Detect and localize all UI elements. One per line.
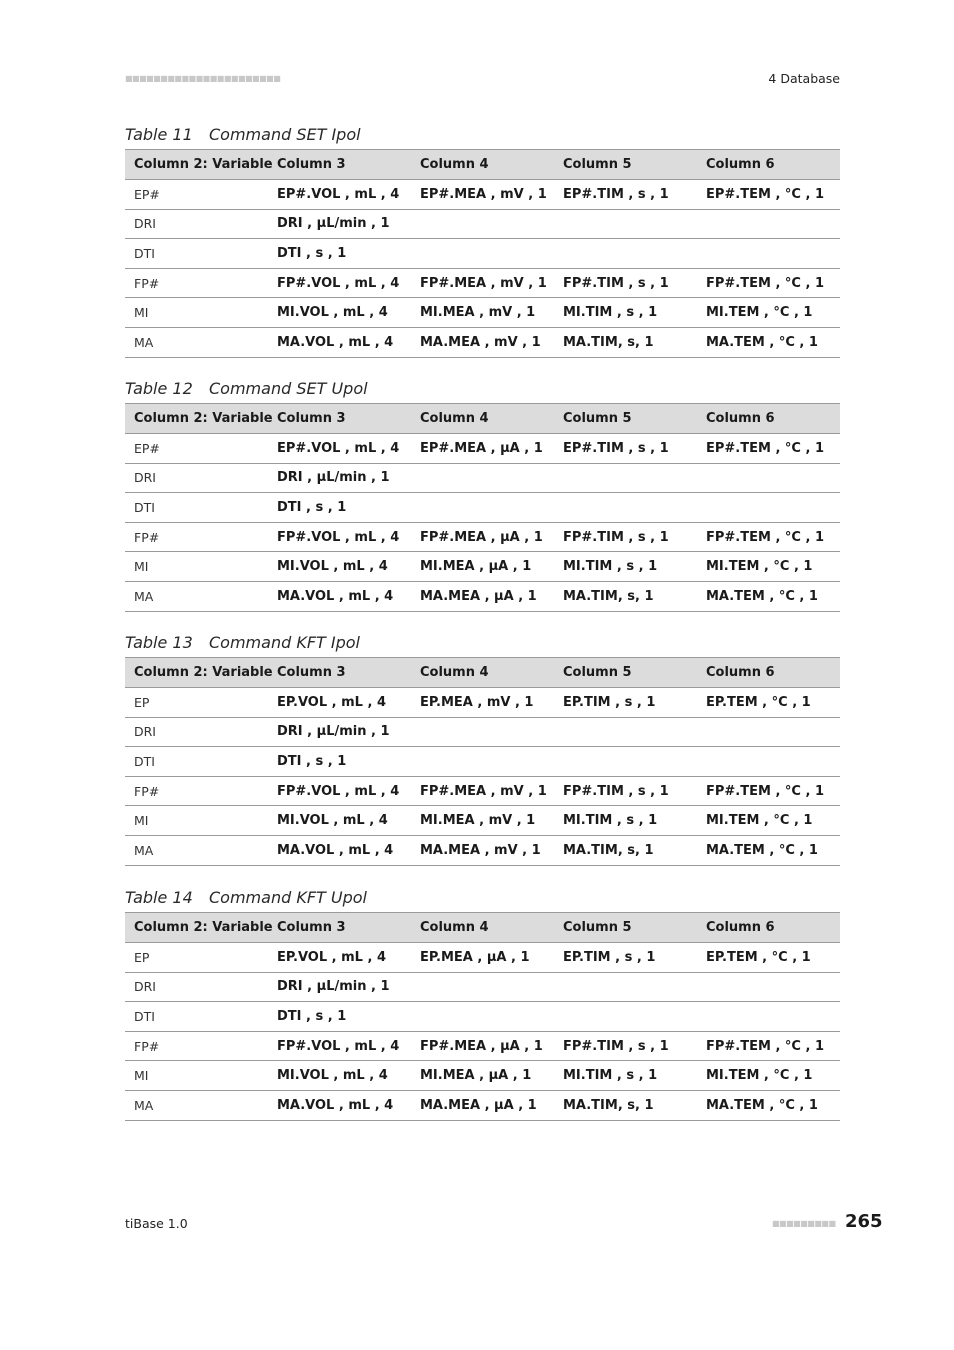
table-caption bbox=[125, 373, 840, 403]
table-block bbox=[125, 882, 840, 1121]
table-cell: MI.MEA , mV , 1 bbox=[420, 813, 536, 829]
column-header: Column 2: Variable bbox=[125, 150, 268, 180]
table-row bbox=[125, 688, 840, 718]
table-cell: MA.VOL , mL , 4 bbox=[277, 842, 394, 858]
table-cell: MA.VOL , mL , 4 bbox=[277, 588, 394, 604]
table-cell: MI.MEA , mV , 1 bbox=[420, 305, 536, 321]
table-cell: EP.TIM , s , 1 bbox=[563, 949, 656, 965]
table-cell bbox=[554, 717, 697, 747]
variable-cell: MI bbox=[134, 559, 149, 575]
table-row bbox=[125, 1061, 840, 1091]
table-cell: FP#.TEM , °C , 1 bbox=[706, 783, 824, 799]
table-cell bbox=[411, 972, 554, 1002]
table-row bbox=[125, 552, 840, 582]
table-cell: MI.TEM , °C , 1 bbox=[706, 1068, 813, 1084]
variable-cell: DTI bbox=[134, 1008, 155, 1024]
table-cell: FP#.MEA , mV , 1 bbox=[420, 783, 547, 799]
table-cell: EP#.TIM , s , 1 bbox=[563, 186, 669, 202]
table-cell: MA.VOL , mL , 4 bbox=[277, 334, 394, 350]
table-cell: MA.TIM, s, 1 bbox=[563, 842, 654, 858]
table-title: Command KFT Upol bbox=[209, 887, 367, 907]
table-cell: FP#.TEM , °C , 1 bbox=[706, 275, 824, 291]
table-cell: DTI , s , 1 bbox=[277, 499, 347, 515]
table-cell: MA.TEM , °C , 1 bbox=[706, 1097, 818, 1113]
table-cell bbox=[697, 747, 840, 777]
table-cell: FP#.TIM , s , 1 bbox=[563, 275, 669, 291]
table-header-row bbox=[125, 913, 840, 943]
table-cell bbox=[411, 717, 554, 747]
header-decoration: ■■■■■■■■■■■■■■■■■■■■■■ bbox=[125, 74, 281, 83]
table-cell: FP#.TEM , °C , 1 bbox=[706, 529, 824, 545]
table-row bbox=[125, 972, 840, 1002]
variable-cell: DTI bbox=[134, 245, 155, 261]
variable-cell: MA bbox=[134, 1097, 154, 1113]
table-cell: EP.TIM , s , 1 bbox=[563, 694, 656, 710]
table-cell: MI.TIM , s , 1 bbox=[563, 1068, 658, 1084]
variable-cell: FP# bbox=[134, 783, 160, 799]
variable-cell: FP# bbox=[134, 1038, 160, 1054]
table-cell: MI.TIM , s , 1 bbox=[563, 813, 658, 829]
table-cell: EP.TEM , °C , 1 bbox=[706, 949, 811, 965]
table-cell: DTI , s , 1 bbox=[277, 245, 347, 261]
table-row bbox=[125, 463, 840, 493]
footer-decoration: ■■■■■■■■■ bbox=[772, 1219, 836, 1228]
table-header-row bbox=[125, 150, 840, 180]
table-cell: MA.MEA , mV , 1 bbox=[420, 842, 541, 858]
table-number: Table 13 bbox=[125, 632, 193, 652]
table-number: Table 11 bbox=[125, 124, 193, 144]
column-header: Column 5 bbox=[554, 150, 697, 180]
column-header: Column 3 bbox=[268, 913, 411, 943]
table-cell: EP#.TEM , °C , 1 bbox=[706, 186, 824, 202]
variable-cell: EP# bbox=[134, 440, 160, 456]
column-header: Column 4 bbox=[411, 913, 554, 943]
table-cell: MI.TIM , s , 1 bbox=[563, 305, 658, 321]
column-header: Column 4 bbox=[411, 150, 554, 180]
table-cell: EP#.VOL , mL , 4 bbox=[277, 186, 400, 202]
column-header: Column 5 bbox=[554, 404, 697, 434]
table-cell: FP#.VOL , mL , 4 bbox=[277, 1038, 400, 1054]
table-row bbox=[125, 776, 840, 806]
table-cell: MI.MEA , µA , 1 bbox=[420, 559, 532, 575]
variable-cell: EP bbox=[134, 694, 150, 710]
product-version: tiBase 1.0 bbox=[125, 1216, 188, 1231]
table-cell bbox=[411, 463, 554, 493]
table-header-row bbox=[125, 404, 840, 434]
variable-cell: MA bbox=[134, 588, 154, 604]
table-cell: MA.VOL , mL , 4 bbox=[277, 1097, 394, 1113]
table-cell bbox=[554, 493, 697, 523]
table-row bbox=[125, 1002, 840, 1032]
data-table bbox=[125, 149, 840, 358]
table-cell bbox=[411, 209, 554, 239]
table-row bbox=[125, 327, 840, 357]
table-block bbox=[125, 373, 840, 612]
table-cell: MI.VOL , mL , 4 bbox=[277, 813, 388, 829]
table-cell bbox=[697, 239, 840, 269]
table-cell bbox=[697, 209, 840, 239]
table-cell: MA.TEM , °C , 1 bbox=[706, 334, 818, 350]
table-cell: FP#.MEA , mV , 1 bbox=[420, 275, 547, 291]
table-header-row bbox=[125, 658, 840, 688]
variable-cell: FP# bbox=[134, 275, 160, 291]
table-cell: FP#.MEA , µA , 1 bbox=[420, 1038, 543, 1054]
table-caption bbox=[125, 627, 840, 657]
table-row bbox=[125, 434, 840, 464]
table-cell: EP.TEM , °C , 1 bbox=[706, 694, 811, 710]
variable-cell: EP bbox=[134, 949, 150, 965]
table-cell: EP#.MEA , µA , 1 bbox=[420, 440, 543, 456]
table-cell: DRI , µL/min , 1 bbox=[277, 979, 390, 995]
table-cell: DTI , s , 1 bbox=[277, 753, 347, 769]
column-header: Column 6 bbox=[697, 913, 840, 943]
table-number: Table 14 bbox=[125, 887, 193, 907]
variable-cell: MA bbox=[134, 334, 154, 350]
table-cell bbox=[697, 493, 840, 523]
column-header: Column 6 bbox=[697, 658, 840, 688]
variable-cell: MA bbox=[134, 842, 154, 858]
variable-cell: MI bbox=[134, 305, 149, 321]
table-cell: MA.TIM, s, 1 bbox=[563, 334, 654, 350]
table-row bbox=[125, 298, 840, 328]
variable-cell: MI bbox=[134, 813, 149, 829]
variable-cell: DTI bbox=[134, 499, 155, 515]
table-cell: MA.MEA , µA , 1 bbox=[420, 588, 537, 604]
table-row bbox=[125, 835, 840, 865]
table-cell bbox=[697, 717, 840, 747]
column-header: Column 2: Variable bbox=[125, 404, 268, 434]
variable-cell: DRI bbox=[134, 724, 156, 740]
column-header: Column 3 bbox=[268, 658, 411, 688]
table-row bbox=[125, 493, 840, 523]
table-cell: EP.MEA , mV , 1 bbox=[420, 694, 534, 710]
table-cell: MA.MEA , mV , 1 bbox=[420, 334, 541, 350]
section-title: 4 Database bbox=[768, 71, 840, 86]
table-cell: FP#.MEA , µA , 1 bbox=[420, 529, 543, 545]
table-cell bbox=[411, 239, 554, 269]
table-row bbox=[125, 239, 840, 269]
table-row bbox=[125, 1090, 840, 1120]
table-cell bbox=[554, 972, 697, 1002]
table-cell: MI.TEM , °C , 1 bbox=[706, 559, 813, 575]
column-header: Column 6 bbox=[697, 150, 840, 180]
variable-cell: DRI bbox=[134, 470, 156, 486]
table-row bbox=[125, 180, 840, 210]
table-title: Command SET Ipol bbox=[209, 124, 361, 144]
table-caption bbox=[125, 119, 840, 149]
table-cell: FP#.VOL , mL , 4 bbox=[277, 275, 400, 291]
column-header: Column 5 bbox=[554, 658, 697, 688]
table-row bbox=[125, 268, 840, 298]
variable-cell: MI bbox=[134, 1068, 149, 1084]
data-table bbox=[125, 657, 840, 866]
table-cell: MI.VOL , mL , 4 bbox=[277, 1068, 388, 1084]
table-cell: FP#.VOL , mL , 4 bbox=[277, 783, 400, 799]
table-cell: MA.TIM, s, 1 bbox=[563, 588, 654, 604]
variable-cell: DRI bbox=[134, 979, 156, 995]
table-cell: EP.VOL , mL , 4 bbox=[277, 949, 386, 965]
table-cell: MI.VOL , mL , 4 bbox=[277, 559, 388, 575]
table-row bbox=[125, 747, 840, 777]
table-title: Command SET Upol bbox=[209, 378, 368, 398]
variable-cell: EP# bbox=[134, 186, 160, 202]
table-cell: EP#.TEM , °C , 1 bbox=[706, 440, 824, 456]
column-header: Column 3 bbox=[268, 404, 411, 434]
table-cell: MI.TEM , °C , 1 bbox=[706, 305, 813, 321]
table-cell: EP#.TIM , s , 1 bbox=[563, 440, 669, 456]
table-cell: MA.TEM , °C , 1 bbox=[706, 588, 818, 604]
table-row bbox=[125, 806, 840, 836]
table-block bbox=[125, 627, 840, 866]
table-cell bbox=[554, 747, 697, 777]
table-cell bbox=[554, 239, 697, 269]
data-table bbox=[125, 912, 840, 1121]
column-header: Column 3 bbox=[268, 150, 411, 180]
table-cell: MI.TEM , °C , 1 bbox=[706, 813, 813, 829]
column-header: Column 5 bbox=[554, 913, 697, 943]
table-cell: EP#.VOL , mL , 4 bbox=[277, 440, 400, 456]
table-caption bbox=[125, 882, 840, 912]
column-header: Column 2: Variable bbox=[125, 658, 268, 688]
page-number: 265 bbox=[845, 1211, 883, 1232]
column-header: Column 4 bbox=[411, 658, 554, 688]
table-cell bbox=[554, 1002, 697, 1032]
table-cell bbox=[411, 747, 554, 777]
table-cell bbox=[411, 493, 554, 523]
table-cell: MA.TIM, s, 1 bbox=[563, 1097, 654, 1113]
table-cell: MA.MEA , µA , 1 bbox=[420, 1097, 537, 1113]
table-cell bbox=[697, 463, 840, 493]
column-header: Column 4 bbox=[411, 404, 554, 434]
table-cell: MA.TEM , °C , 1 bbox=[706, 842, 818, 858]
table-row bbox=[125, 581, 840, 611]
table-cell: MI.MEA , µA , 1 bbox=[420, 1068, 532, 1084]
table-row bbox=[125, 1031, 840, 1061]
table-cell: FP#.VOL , mL , 4 bbox=[277, 529, 400, 545]
table-cell: EP.MEA , µA , 1 bbox=[420, 949, 530, 965]
table-cell: MI.TIM , s , 1 bbox=[563, 559, 658, 575]
table-cell bbox=[411, 1002, 554, 1032]
table-cell: DRI , µL/min , 1 bbox=[277, 470, 390, 486]
table-block bbox=[125, 119, 840, 358]
table-row bbox=[125, 209, 840, 239]
table-row bbox=[125, 522, 840, 552]
table-cell: MI.VOL , mL , 4 bbox=[277, 305, 388, 321]
column-header: Column 2: Variable bbox=[125, 913, 268, 943]
variable-cell: DTI bbox=[134, 753, 155, 769]
table-row bbox=[125, 717, 840, 747]
table-cell bbox=[554, 209, 697, 239]
table-cell: DTI , s , 1 bbox=[277, 1008, 347, 1024]
table-cell: FP#.TIM , s , 1 bbox=[563, 783, 669, 799]
table-cell: FP#.TIM , s , 1 bbox=[563, 529, 669, 545]
table-cell: EP.VOL , mL , 4 bbox=[277, 694, 386, 710]
data-table bbox=[125, 403, 840, 612]
table-cell: FP#.TEM , °C , 1 bbox=[706, 1038, 824, 1054]
table-number: Table 12 bbox=[125, 378, 193, 398]
variable-cell: DRI bbox=[134, 216, 156, 232]
table-row bbox=[125, 943, 840, 973]
table-cell bbox=[697, 972, 840, 1002]
table-title: Command KFT Ipol bbox=[209, 632, 360, 652]
variable-cell: FP# bbox=[134, 529, 160, 545]
column-header: Column 6 bbox=[697, 404, 840, 434]
table-cell: EP#.MEA , mV , 1 bbox=[420, 186, 547, 202]
table-cell: DRI , µL/min , 1 bbox=[277, 216, 390, 232]
table-cell bbox=[697, 1002, 840, 1032]
table-cell bbox=[554, 463, 697, 493]
table-cell: DRI , µL/min , 1 bbox=[277, 724, 390, 740]
table-cell: FP#.TIM , s , 1 bbox=[563, 1038, 669, 1054]
